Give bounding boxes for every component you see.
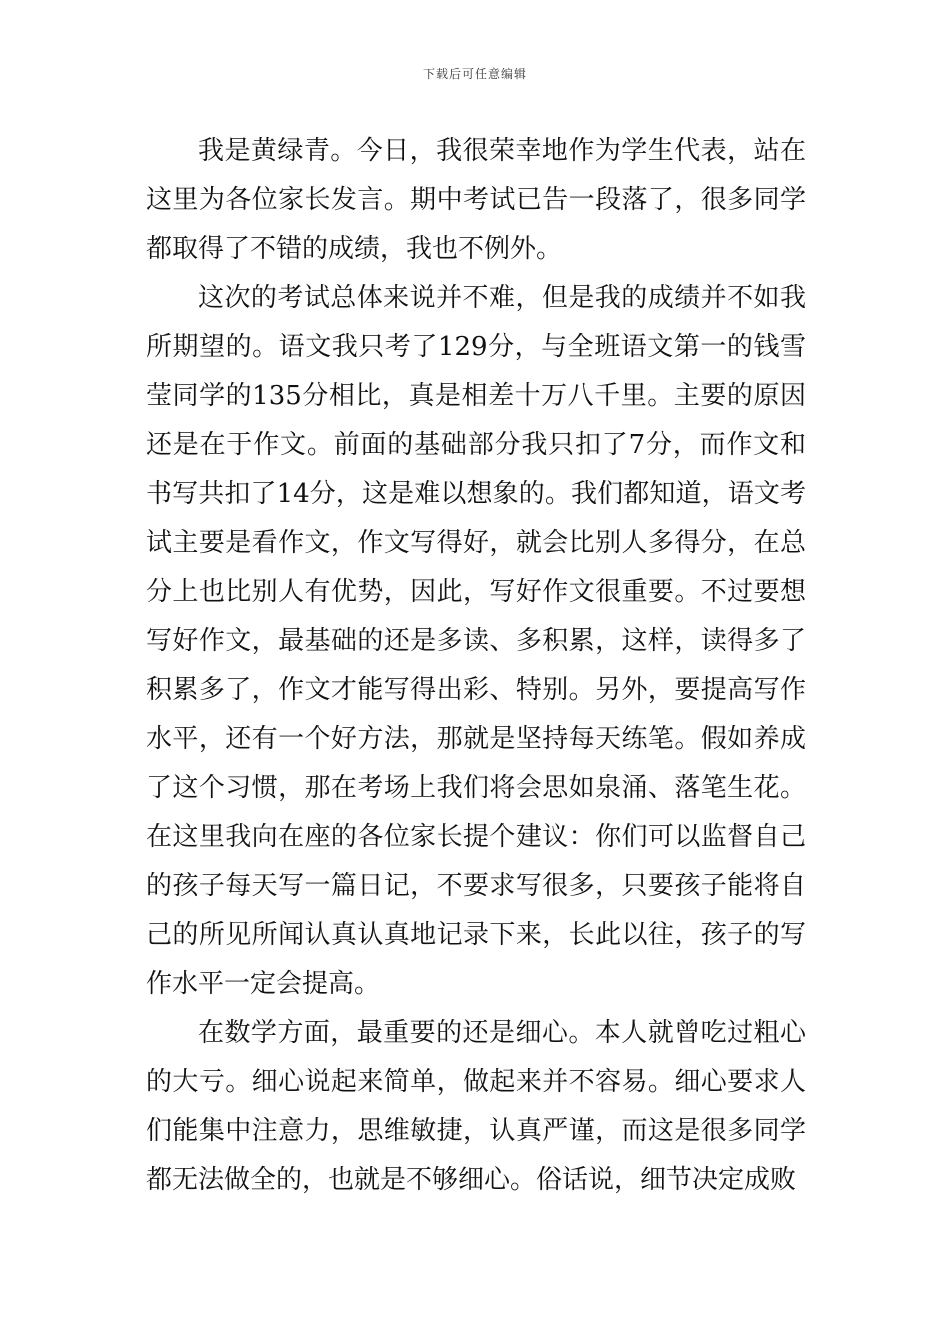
paragraph: 我是黄绿青。今日，我很荣幸地作为学生代表，站在这里为各位家长发言。期中考试已告一段落了，很多同学都取得了不错的成绩，我也不例外。 (146, 136, 806, 264)
paragraph: 这次的考试总体来说并不难，但是我的成绩并不如我所期望的。语文我只考了129分，与全班语文第一的钱雪莹同学的135分相比，真是相差十万八千里。主要的原因还是在于作文。前面的基础部分我只扣了7分，而作文和书写共扣了14分，这是难以想象的。我们都知道，语文考试主要是看作文，作文写得好，就会比别人多得分，在总分上也比别人有优势，因此，写好作文很重要。不过要想写好作文，最基础的还是多读、多积累，这样，读得多了积累多了，作文才能写得出彩、特别。另外，要提高写作水平，还有一个好方法，那就是坚持每天练笔。假如养成了这个习惯，那在考场上我们将会思如泉涌、落笔生花。在这里我向在座的各位家长提个建议：你们可以监督自己的孩子每天写一篇日记，不要求写很多，只要孩子能将自己的所见所闻认真认真地记录下来，长此以往，孩子的写作水平一定会提高。 (146, 283, 806, 999)
paragraph: 在数学方面，最重要的还是细心。本人就曾吃过粗心的大亏。细心说起来简单，做起来并不容易。细心要求人们能集中注意力，思维敏捷，认真严谨，而这是很多同学都无法做全的，也就是不够细心。俗话说，细节决定成败 (146, 1018, 806, 1195)
document-body (146, 127, 806, 1205)
page-header: 下载后可任意编辑 (422, 67, 527, 81)
